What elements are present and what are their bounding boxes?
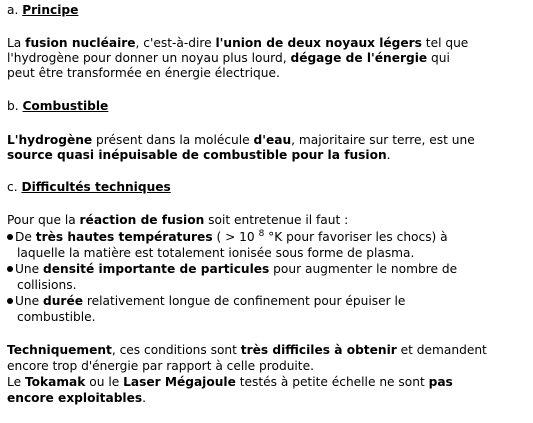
text: .: [142, 391, 146, 405]
text: soit entretenue il faut :: [204, 213, 349, 227]
text: Une: [15, 294, 44, 308]
section-a-title: Principe: [22, 3, 79, 17]
section-c-title: Difficultés techniques: [21, 180, 171, 194]
bullet-item-1-continuation: [17, 246, 414, 261]
bold-text: pas: [428, 375, 453, 389]
conclusion-line-2: [7, 359, 314, 374]
text: °K pour favoriser les chocs) à: [264, 230, 448, 244]
section-a-text-line-2: [7, 51, 450, 66]
text: ou le: [85, 375, 124, 389]
bold-text: l'union de deux noyaux légers: [215, 36, 422, 50]
bold-text: L'hydrogène: [7, 133, 93, 147]
bullet-item-3-continuation: [17, 310, 96, 325]
section-a-text-line-3: [7, 66, 280, 81]
text: collisions.: [17, 278, 77, 292]
text: et demandent: [396, 343, 487, 357]
bold-text: d'eau: [253, 133, 292, 147]
section-b-title: Combustible: [22, 99, 109, 113]
superscript: 8: [258, 229, 265, 239]
bullet-icon: [7, 266, 13, 272]
bullet-item-2-continuation: [17, 278, 76, 293]
section-a-text-line-1: [7, 36, 468, 51]
text: qui: [427, 51, 450, 65]
text: .: [386, 148, 391, 162]
bullet-item-3: [7, 294, 405, 309]
text: Pour que la: [7, 213, 80, 227]
text: testés à petite échelle ne sont: [235, 375, 429, 389]
conclusion-line-1: [7, 343, 487, 358]
section-a-heading: [7, 3, 78, 18]
section-b-prefix: b.: [7, 99, 23, 113]
bold-text: Tokamak: [24, 375, 86, 389]
section-c-heading: [7, 180, 171, 195]
text: De: [15, 230, 36, 244]
text: , ces conditions sont: [111, 343, 241, 357]
text: encore trop d'énergie par rapport à celle produite.: [7, 359, 314, 373]
bold-text: très difficiles à obtenir: [240, 343, 397, 357]
section-b-text-line-2: [7, 148, 391, 163]
text: relativement longue de confinement pour épuiser le: [82, 294, 406, 308]
section-c-prefix: c.: [7, 180, 22, 194]
text: peut être transformée en énergie électrique.: [7, 66, 280, 80]
bold-text: durée: [43, 294, 83, 308]
text: Le: [7, 375, 25, 389]
text: laquelle la matière est totalement ionisée sous forme de plasma.: [17, 246, 415, 260]
bold-text: réaction de fusion: [79, 213, 205, 227]
section-c-intro: [7, 213, 348, 228]
bold-text: très hautes températures: [35, 230, 213, 244]
text: pour augmenter le nombre de: [269, 262, 458, 276]
bold-text: fusion nucléaire: [25, 36, 136, 50]
bullet-item-1: [7, 230, 448, 245]
text: l'hydrogène pour donner un noyau plus lourd,: [7, 51, 291, 65]
text: combustible.: [17, 310, 96, 324]
text: tel que: [421, 36, 469, 50]
text: présent dans la molécule: [92, 133, 254, 147]
bold-text: densité importante de particules: [43, 262, 270, 276]
text: ( > 10: [212, 230, 259, 244]
section-a-prefix: a.: [7, 3, 23, 17]
text: , majoritaire sur terre, est une: [291, 133, 475, 147]
bold-text: Techniquement: [7, 343, 112, 357]
text: , c'est-à-dire: [135, 36, 216, 50]
bold-text: source quasi inépuisable de combustible pour la fusion: [7, 148, 387, 162]
conclusion-line-3: [7, 375, 453, 390]
bullet-item-2: [7, 262, 457, 277]
section-b-heading: [7, 99, 108, 114]
text: La: [7, 36, 26, 50]
section-b-text-line-1: [7, 133, 475, 148]
conclusion-line-4: [7, 391, 146, 406]
bullet-icon: [7, 234, 13, 240]
bold-text: encore exploitables: [7, 391, 143, 405]
bold-text: Laser Mégajoule: [123, 375, 236, 389]
bold-text: dégage de l'énergie: [290, 51, 428, 65]
bullet-icon: [7, 298, 13, 304]
text: Une: [15, 262, 44, 276]
